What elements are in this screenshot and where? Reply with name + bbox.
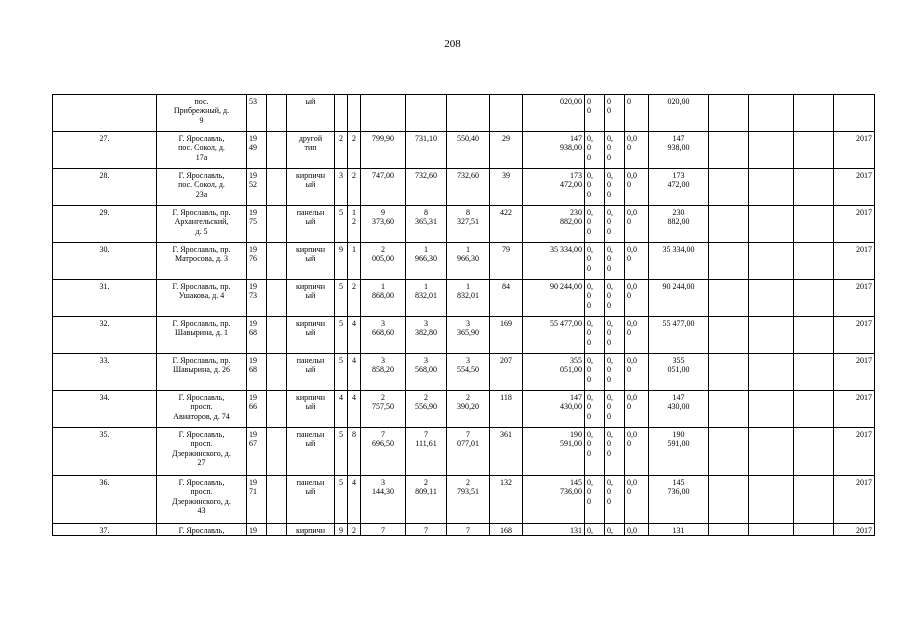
cell-year: 19 68 — [247, 354, 267, 391]
cell-en: 2 — [348, 280, 361, 317]
cell-addr: Г. Ярославль, просп. Дзержинского, д. 43 — [157, 476, 247, 524]
cell-liv: 7 111,61 — [406, 428, 447, 476]
cell-e3 — [794, 428, 834, 476]
cell-f1: 0, 0 0 — [585, 428, 605, 476]
cell-liv: 3 382,80 — [406, 317, 447, 354]
cell-area: 7 — [361, 524, 406, 536]
cell-area — [361, 95, 406, 132]
cell-e3 — [794, 476, 834, 524]
cell-en: 4 — [348, 391, 361, 428]
cell-area: 1 868,00 — [361, 280, 406, 317]
cell-e3 — [794, 317, 834, 354]
cell-cost: 35 334,00 — [523, 243, 585, 280]
cell-num: 37. — [53, 524, 157, 536]
cell-en: 4 — [348, 476, 361, 524]
cell-b — [267, 95, 287, 132]
cell-e4: 2017 — [834, 317, 875, 354]
cell-cost: 190 591,00 — [523, 428, 585, 476]
cell-b — [267, 206, 287, 243]
page-number: 208 — [444, 38, 461, 50]
cell-f1: 0, 0 0 — [585, 280, 605, 317]
cell-b — [267, 524, 287, 536]
cell-e1 — [709, 95, 749, 132]
cell-peo: 422 — [490, 206, 523, 243]
cell-cost: 147 938,00 — [523, 132, 585, 169]
housing-register-table — [52, 94, 875, 536]
cell-e3 — [794, 243, 834, 280]
cell-year: 19 49 — [247, 132, 267, 169]
cell-e4: 2017 — [834, 280, 875, 317]
cell-num: 32. — [53, 317, 157, 354]
cell-res: 8 327,51 — [447, 206, 490, 243]
cell-res: 2 390,20 — [447, 391, 490, 428]
cell-fl: 5 — [335, 280, 348, 317]
cell-fl: 5 — [335, 476, 348, 524]
cell-year: 19 68 — [247, 317, 267, 354]
cell-e1 — [709, 428, 749, 476]
cell-mat: кирпичн ый — [287, 280, 335, 317]
cell-f2: 0, — [605, 524, 625, 536]
cell-peo: 168 — [490, 524, 523, 536]
table-row — [53, 95, 875, 132]
cell-addr: Г. Ярославль, — [157, 524, 247, 536]
cell-e3 — [794, 132, 834, 169]
cell-e4: 2017 — [834, 428, 875, 476]
cell-e3 — [794, 524, 834, 536]
cell-mat: панельн ый — [287, 428, 335, 476]
cell-liv: 732,60 — [406, 169, 447, 206]
cell-area: 2 757,50 — [361, 391, 406, 428]
cell-num: 34. — [53, 391, 157, 428]
cell-e1 — [709, 391, 749, 428]
cell-f2: 0, 0 0 — [605, 280, 625, 317]
cell-fl: 2 — [335, 132, 348, 169]
cell-e1 — [709, 206, 749, 243]
cell-e2 — [749, 524, 794, 536]
cell-en: 1 2 — [348, 206, 361, 243]
cell-liv: 2 556,90 — [406, 391, 447, 428]
cell-fl: 5 — [335, 354, 348, 391]
cell-cost: 355 051,00 — [523, 354, 585, 391]
cell-area: 3 144,30 — [361, 476, 406, 524]
cell-num: 33. — [53, 354, 157, 391]
cell-b — [267, 476, 287, 524]
cell-num: 28. — [53, 169, 157, 206]
cell-year: 19 52 — [247, 169, 267, 206]
cell-peo: 361 — [490, 428, 523, 476]
cell-total: 147 430,00 — [649, 391, 709, 428]
cell-res: 1 832,01 — [447, 280, 490, 317]
cell-cost: 145 736,00 — [523, 476, 585, 524]
cell-e4: 2017 — [834, 243, 875, 280]
cell-f1: 0, 0 0 — [585, 317, 605, 354]
cell-f3: 0,0 0 — [625, 428, 649, 476]
cell-total: 35 334,00 — [649, 243, 709, 280]
cell-cost: 90 244,00 — [523, 280, 585, 317]
cell-b — [267, 391, 287, 428]
cell-e2 — [749, 206, 794, 243]
cell-e2 — [749, 354, 794, 391]
cell-area: 747,00 — [361, 169, 406, 206]
cell-addr: Г. Ярославль, пос. Сокол, д. 23а — [157, 169, 247, 206]
cell-addr: Г. Ярославль, пр. Шавырина, д. 26 — [157, 354, 247, 391]
cell-f3: 0,0 0 — [625, 132, 649, 169]
cell-e3 — [794, 206, 834, 243]
cell-f1: 0, 0 0 — [585, 354, 605, 391]
cell-year: 19 66 — [247, 391, 267, 428]
cell-peo — [490, 95, 523, 132]
cell-f2: 0, 0 0 — [605, 169, 625, 206]
cell-peo: 118 — [490, 391, 523, 428]
cell-f3: 0,0 0 — [625, 354, 649, 391]
cell-e3 — [794, 354, 834, 391]
cell-b — [267, 317, 287, 354]
cell-e1 — [709, 280, 749, 317]
cell-e2 — [749, 280, 794, 317]
cell-e4: 2017 — [834, 354, 875, 391]
cell-f2: 0, 0 0 — [605, 317, 625, 354]
cell-mat: панельн ый — [287, 354, 335, 391]
cell-area: 2 005,00 — [361, 243, 406, 280]
cell-cost: 230 882,00 — [523, 206, 585, 243]
cell-area: 3 668,60 — [361, 317, 406, 354]
cell-e4: 2017 — [834, 391, 875, 428]
cell-liv: 8 365,31 — [406, 206, 447, 243]
cell-f1: 0, — [585, 524, 605, 536]
cell-b — [267, 428, 287, 476]
cell-mat: кирпичн ый — [287, 243, 335, 280]
table-row — [53, 391, 875, 428]
cell-total: 90 244,00 — [649, 280, 709, 317]
cell-e2 — [749, 169, 794, 206]
cell-e1 — [709, 243, 749, 280]
cell-cost: 020,00 — [523, 95, 585, 132]
cell-area: 7 696,50 — [361, 428, 406, 476]
cell-cost: 131 — [523, 524, 585, 536]
cell-addr: Г. Ярославль, просп. Дзержинского, д. 27 — [157, 428, 247, 476]
cell-res: 3 365,90 — [447, 317, 490, 354]
table-row — [53, 206, 875, 243]
cell-addr: Г. Ярославль, просп. Авиаторов, д. 74 — [157, 391, 247, 428]
cell-f3: 0,0 0 — [625, 280, 649, 317]
cell-peo: 84 — [490, 280, 523, 317]
cell-e3 — [794, 95, 834, 132]
cell-year: 19 75 — [247, 206, 267, 243]
cell-f3: 0,0 — [625, 524, 649, 536]
cell-e4 — [834, 95, 875, 132]
cell-year: 19 — [247, 524, 267, 536]
cell-total: 145 736,00 — [649, 476, 709, 524]
cell-e1 — [709, 524, 749, 536]
cell-peo: 39 — [490, 169, 523, 206]
cell-total: 173 472,00 — [649, 169, 709, 206]
table-row — [53, 428, 875, 476]
cell-addr: пос. Прибрежный, д. 9 — [157, 95, 247, 132]
cell-liv: 1 966,30 — [406, 243, 447, 280]
cell-en: 2 — [348, 169, 361, 206]
cell-e4: 2017 — [834, 132, 875, 169]
cell-year: 19 67 — [247, 428, 267, 476]
cell-cost: 55 477,00 — [523, 317, 585, 354]
cell-peo: 29 — [490, 132, 523, 169]
cell-total: 55 477,00 — [649, 317, 709, 354]
cell-liv: 7 — [406, 524, 447, 536]
cell-en: 8 — [348, 428, 361, 476]
cell-f3: 0,0 0 — [625, 169, 649, 206]
cell-liv — [406, 95, 447, 132]
cell-fl: 5 — [335, 317, 348, 354]
cell-num: 36. — [53, 476, 157, 524]
cell-num: 27. — [53, 132, 157, 169]
cell-e4: 2017 — [834, 524, 875, 536]
cell-f2: 0, 0 0 — [605, 206, 625, 243]
cell-res: 550,40 — [447, 132, 490, 169]
cell-total: 355 051,00 — [649, 354, 709, 391]
cell-peo: 79 — [490, 243, 523, 280]
cell-fl — [335, 95, 348, 132]
cell-total: 147 938,00 — [649, 132, 709, 169]
cell-e2 — [749, 95, 794, 132]
cell-en: 2 — [348, 524, 361, 536]
cell-f2: 0, 0 0 — [605, 132, 625, 169]
cell-e1 — [709, 476, 749, 524]
cell-e3 — [794, 391, 834, 428]
cell-f1: 0 0 — [585, 95, 605, 132]
cell-res: 7 077,01 — [447, 428, 490, 476]
cell-en — [348, 95, 361, 132]
cell-fl: 5 — [335, 428, 348, 476]
cell-area: 9 373,60 — [361, 206, 406, 243]
cell-f1: 0, 0 0 — [585, 243, 605, 280]
cell-e1 — [709, 354, 749, 391]
cell-res: 1 966,30 — [447, 243, 490, 280]
cell-e1 — [709, 169, 749, 206]
cell-num: 35. — [53, 428, 157, 476]
cell-mat: панельн ый — [287, 476, 335, 524]
cell-f2: 0, 0 0 — [605, 428, 625, 476]
cell-e2 — [749, 391, 794, 428]
table-row — [53, 476, 875, 524]
cell-f2: 0, 0 0 — [605, 354, 625, 391]
table-row — [53, 243, 875, 280]
cell-e2 — [749, 317, 794, 354]
cell-e2 — [749, 132, 794, 169]
cell-f2: 0 0 — [605, 95, 625, 132]
cell-area: 3 858,20 — [361, 354, 406, 391]
cell-res: 3 554,50 — [447, 354, 490, 391]
cell-liv: 2 809,11 — [406, 476, 447, 524]
cell-b — [267, 243, 287, 280]
cell-fl: 4 — [335, 391, 348, 428]
cell-e2 — [749, 476, 794, 524]
cell-b — [267, 132, 287, 169]
cell-f3: 0,0 0 — [625, 476, 649, 524]
table-row — [53, 132, 875, 169]
cell-f1: 0, 0 0 — [585, 206, 605, 243]
cell-fl: 9 — [335, 243, 348, 280]
cell-e1 — [709, 317, 749, 354]
cell-liv: 1 832,01 — [406, 280, 447, 317]
cell-cost: 173 472,00 — [523, 169, 585, 206]
cell-year: 53 — [247, 95, 267, 132]
cell-addr: Г. Ярославль, пос. Сокол, д. 17а — [157, 132, 247, 169]
cell-mat: кирпичн ый — [287, 317, 335, 354]
cell-e1 — [709, 132, 749, 169]
cell-mat: ый — [287, 95, 335, 132]
table-row — [53, 524, 875, 536]
cell-total: 131 — [649, 524, 709, 536]
cell-f3: 0,0 0 — [625, 317, 649, 354]
cell-f1: 0, 0 0 — [585, 132, 605, 169]
cell-en: 4 — [348, 317, 361, 354]
cell-e2 — [749, 243, 794, 280]
cell-num: 30. — [53, 243, 157, 280]
table-body — [53, 95, 875, 536]
cell-num — [53, 95, 157, 132]
cell-f1: 0, 0 0 — [585, 391, 605, 428]
cell-cost: 147 430,00 — [523, 391, 585, 428]
cell-b — [267, 354, 287, 391]
cell-mat: кирпичн ый — [287, 391, 335, 428]
table-row — [53, 317, 875, 354]
cell-total: 230 882,00 — [649, 206, 709, 243]
cell-num: 29. — [53, 206, 157, 243]
cell-peo: 207 — [490, 354, 523, 391]
cell-f1: 0, 0 0 — [585, 476, 605, 524]
cell-addr: Г. Ярославль, пр. Матросова, д. 3 — [157, 243, 247, 280]
cell-year: 19 73 — [247, 280, 267, 317]
cell-total: 020,00 — [649, 95, 709, 132]
cell-e4: 2017 — [834, 206, 875, 243]
cell-fl: 9 — [335, 524, 348, 536]
cell-e4: 2017 — [834, 169, 875, 206]
cell-num: 31. — [53, 280, 157, 317]
cell-mat: другой тип — [287, 132, 335, 169]
cell-fl: 3 — [335, 169, 348, 206]
table-row — [53, 169, 875, 206]
cell-e3 — [794, 169, 834, 206]
cell-f2: 0, 0 0 — [605, 391, 625, 428]
cell-mat: кирпичн — [287, 524, 335, 536]
cell-f3: 0,0 0 — [625, 391, 649, 428]
cell-f3: 0,0 0 — [625, 206, 649, 243]
cell-f2: 0, 0 0 — [605, 476, 625, 524]
cell-year: 19 76 — [247, 243, 267, 280]
cell-mat: кирпичн ый — [287, 169, 335, 206]
cell-f3: 0,0 0 — [625, 243, 649, 280]
cell-res: 732,60 — [447, 169, 490, 206]
cell-liv: 3 568,00 — [406, 354, 447, 391]
cell-year: 19 71 — [247, 476, 267, 524]
cell-e4: 2017 — [834, 476, 875, 524]
cell-b — [267, 169, 287, 206]
cell-f2: 0, 0 0 — [605, 243, 625, 280]
cell-e2 — [749, 428, 794, 476]
cell-addr: Г. Ярославль, пр. Ушакова, д. 4 — [157, 280, 247, 317]
cell-f3: 0 — [625, 95, 649, 132]
cell-b — [267, 280, 287, 317]
cell-en: 1 — [348, 243, 361, 280]
cell-res: 2 793,51 — [447, 476, 490, 524]
cell-f1: 0, 0 0 — [585, 169, 605, 206]
table-row — [53, 280, 875, 317]
cell-peo: 169 — [490, 317, 523, 354]
cell-res: 7 — [447, 524, 490, 536]
cell-peo: 132 — [490, 476, 523, 524]
cell-area: 799,90 — [361, 132, 406, 169]
cell-mat: панельн ый — [287, 206, 335, 243]
cell-res — [447, 95, 490, 132]
cell-addr: Г. Ярославль, пр. Шавырина, д. 1 — [157, 317, 247, 354]
cell-fl: 5 — [335, 206, 348, 243]
cell-e3 — [794, 280, 834, 317]
cell-en: 4 — [348, 354, 361, 391]
cell-liv: 731,10 — [406, 132, 447, 169]
cell-en: 2 — [348, 132, 361, 169]
cell-addr: Г. Ярославль, пр. Архангельский, д. 5 — [157, 206, 247, 243]
table-row — [53, 354, 875, 391]
cell-total: 190 591,00 — [649, 428, 709, 476]
